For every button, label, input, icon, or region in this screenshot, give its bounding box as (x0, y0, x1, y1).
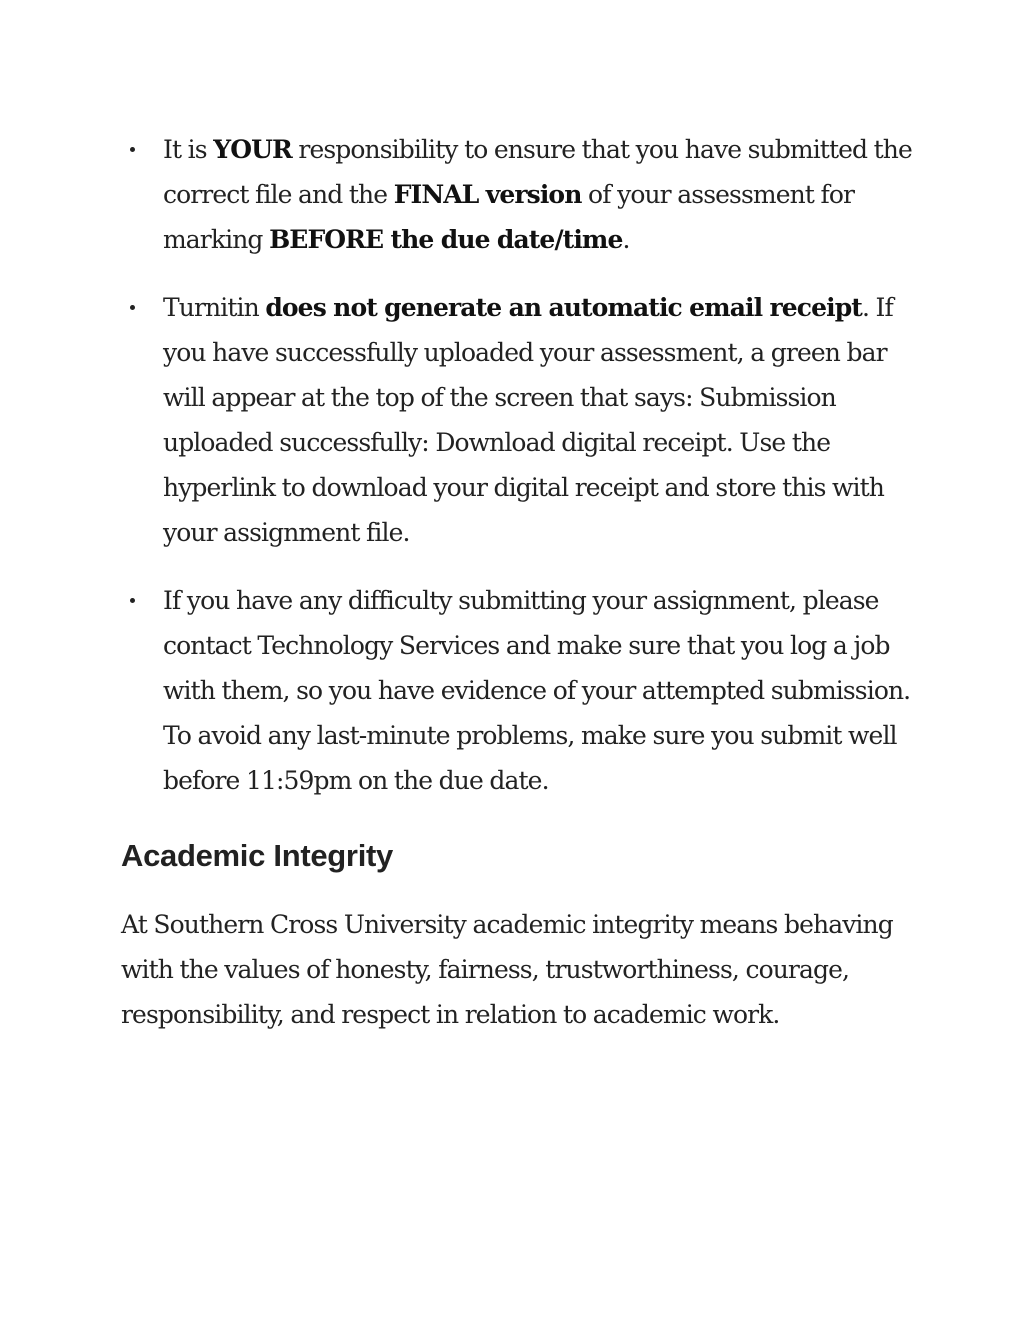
emphasis-text: BEFORE the due date/time (269, 225, 623, 254)
text-run: If you have any difficulty submitting your assignment, please contact Technology Services and make sure that you log a job with them, so you have evidence of your attempted submission. To avoid any last-minute problems, make sure you submit well before 11:59pm on the due date. (163, 586, 911, 795)
bullet-icon (130, 305, 135, 310)
text-run: . (622, 225, 630, 254)
text-run: It is (163, 135, 214, 164)
list-item (121, 578, 921, 803)
emphasis-text: YOUR (213, 135, 292, 164)
bullet-icon (130, 147, 135, 152)
submission-guidelines-list (121, 127, 921, 826)
text-run: Turnitin (163, 293, 266, 322)
section-paragraph: At Southern Cross University academic integrity means behaving with the values of honesty, fairness, trustworthiness, courage, responsibility, and respect in relation to academic work. (121, 910, 893, 1029)
emphasis-text: FINAL version (393, 180, 582, 209)
text-run: . If you have successfully uploaded your assessment, a green bar will appear at the top of the screen that says: Submission uploaded successfully: Download digital receipt. Use the hyperlink to download your digital receipt and store this with your assignment file. (163, 293, 893, 547)
list-item (121, 127, 921, 262)
emphasis-text: does not generate an automatic email receipt (265, 293, 862, 322)
text-run: responsibility to ensure that you have submitted the correct file and the (163, 135, 912, 209)
bullet-icon (130, 598, 135, 603)
list-item (121, 285, 921, 555)
text-run: of your assessment for marking (163, 180, 855, 254)
section-heading: Academic Integrity (121, 838, 393, 873)
